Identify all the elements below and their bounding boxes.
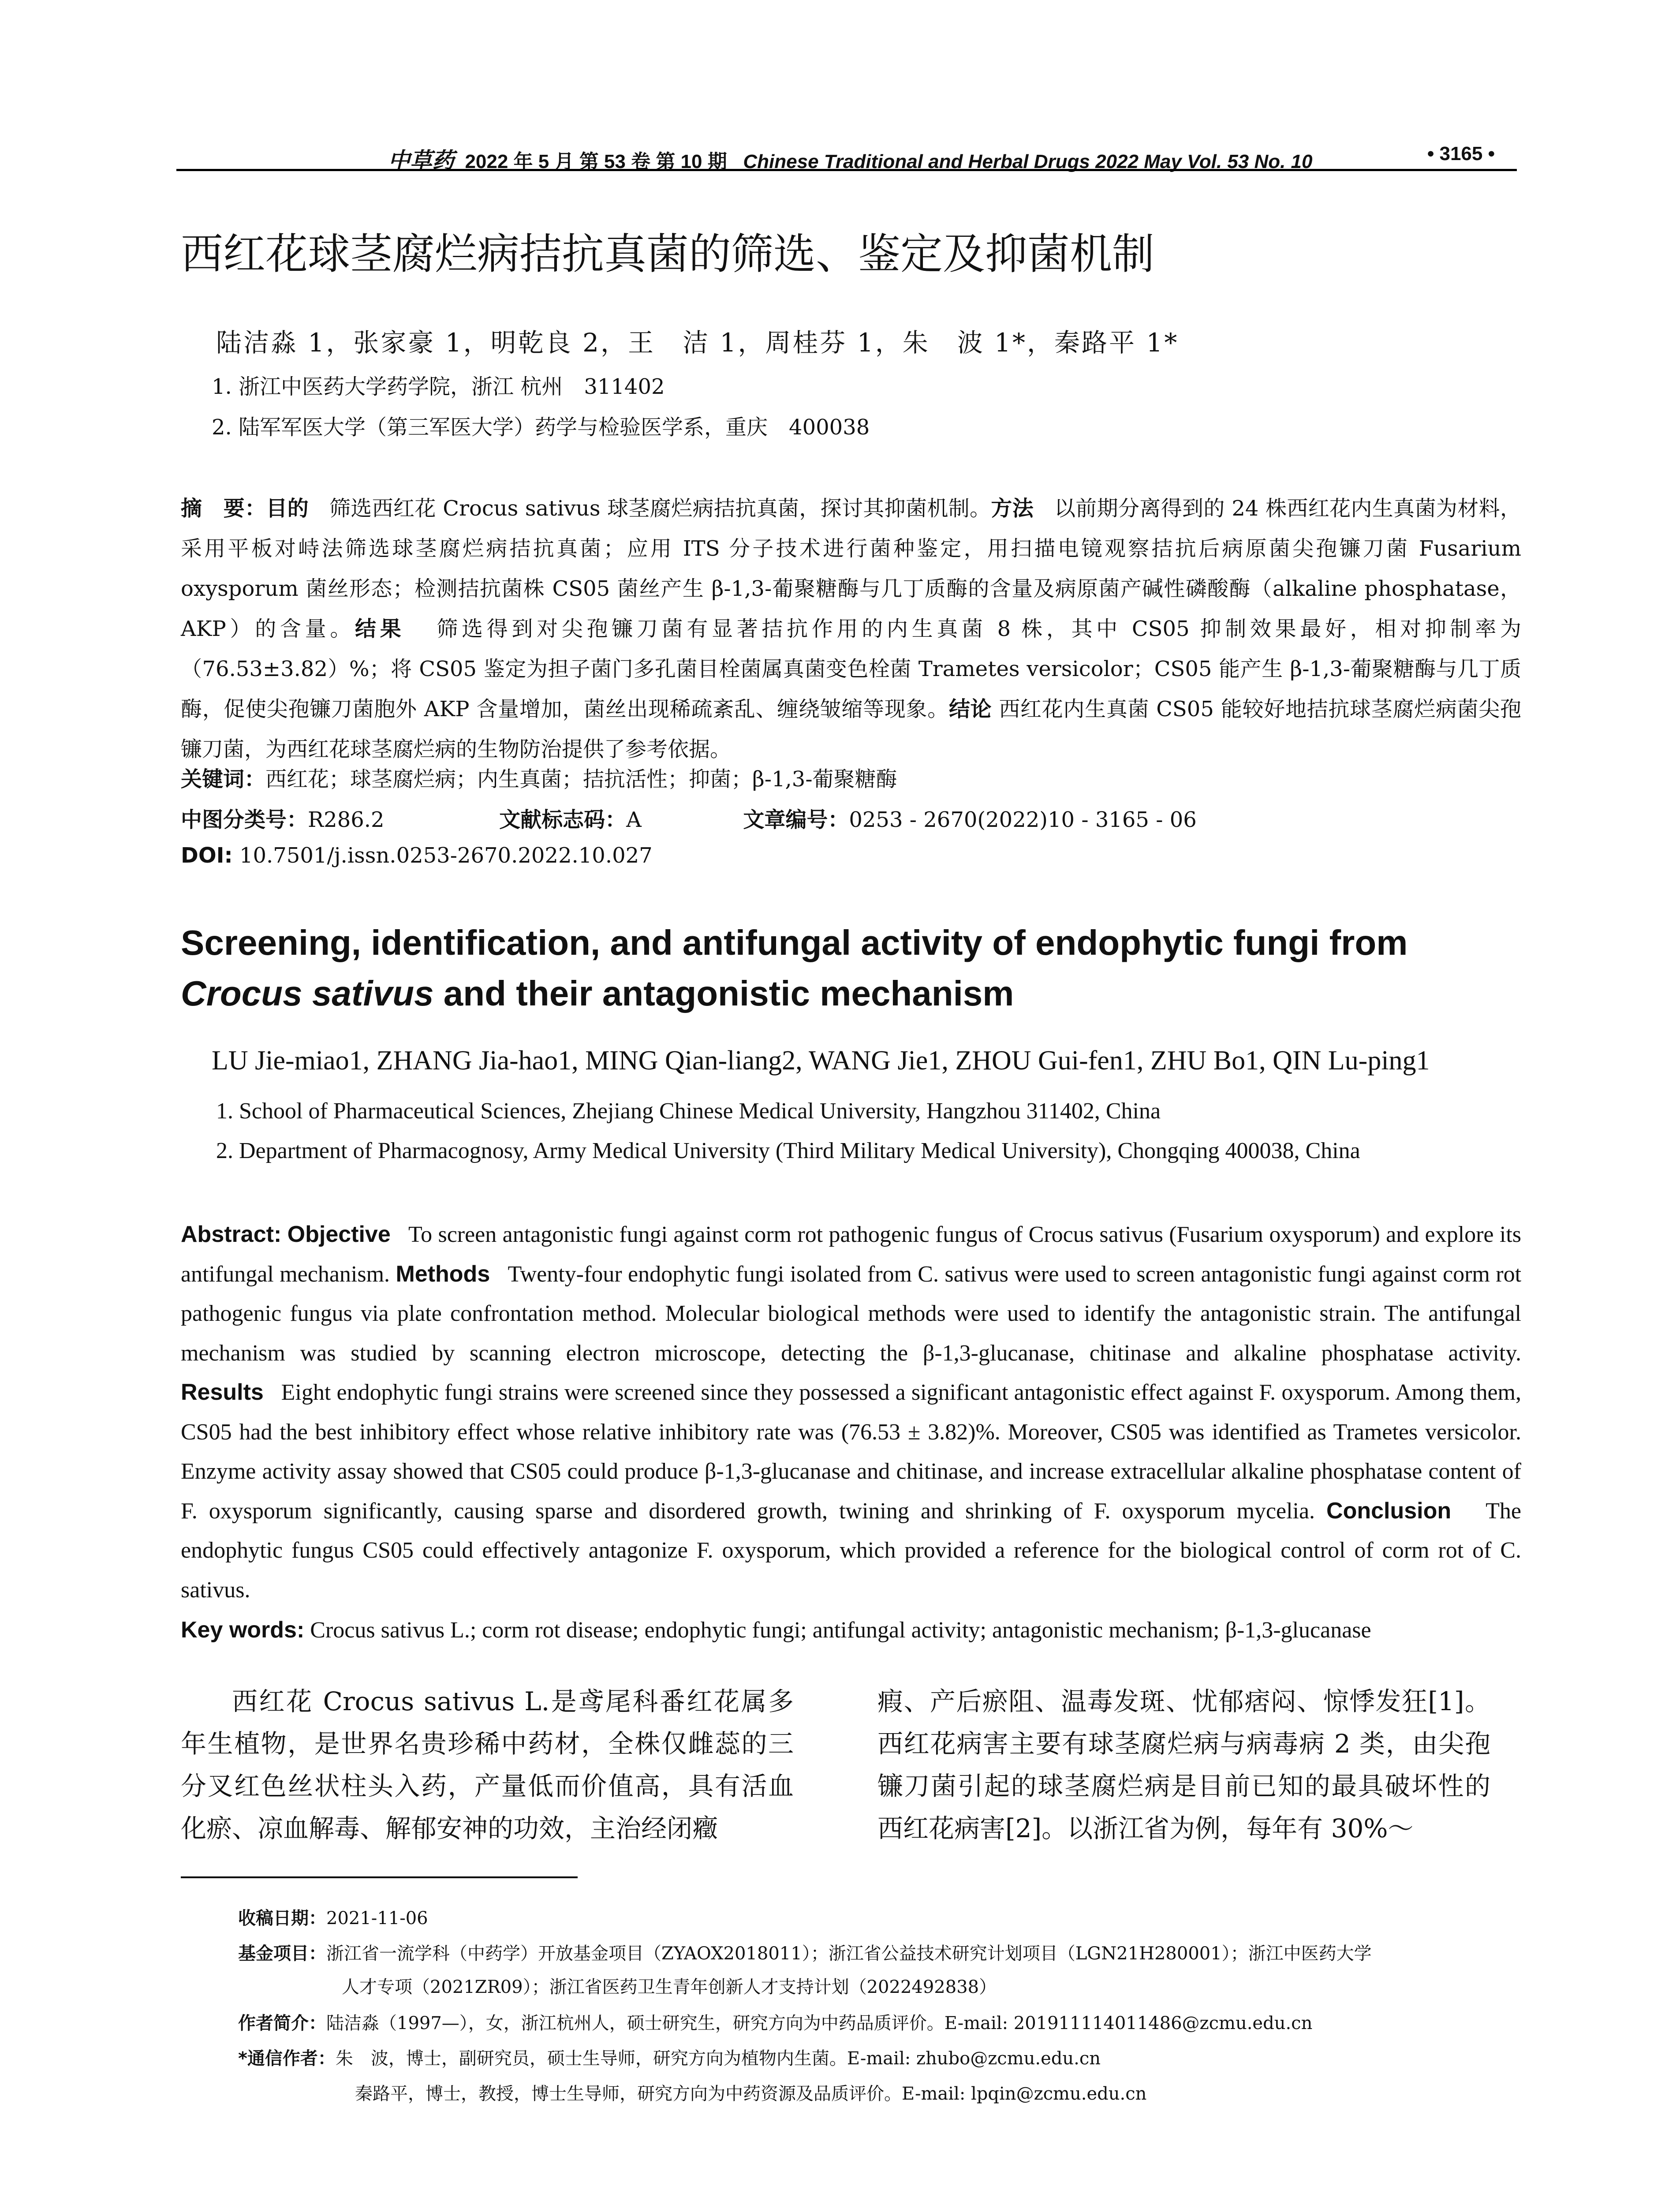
conclusion-cn-label: 结论 <box>948 697 992 721</box>
conclusion-en: The endophytic fungus CS05 could effectively antagonize F. oxysporum, which provided a reference for the biological control of corm rot of C. sativus. <box>181 1498 1521 1603</box>
methods-en-label: Methods <box>396 1261 490 1287</box>
authors-en: LU Jie-miao1, ZHANG Jia-hao1, MING Qian-liang2, WANG Jie1, ZHOU Gui-fen1, ZHU Bo1, QIN Lu-ping1 <box>212 1046 1430 1076</box>
corresponding-text-1: 朱 波，博士，副研究员，硕士生导师，研究方向为植物内生菌。E-mail: zhubo@zcmu.edu.cn <box>335 2048 1101 2069</box>
abstract-cn-label: 摘 要： <box>181 496 266 521</box>
objective-en: To screen antagonistic fungi against corm rot pathogenic fungus of Crocus sativus (Fusarium oxysporum) and explore its antifungal mechanism. <box>181 1222 1521 1287</box>
results-en-label: Results <box>181 1379 264 1405</box>
clc-value: R286.2 <box>308 807 385 832</box>
title-en-part1: Screening, identification, and antifungal activity of endophytic fungi from <box>181 923 1408 962</box>
footnote-received <box>238 1904 428 1929</box>
conclusion-cn: 西红花内生真菌 CS05 能较好地拮抗球茎腐烂病菌尖孢镰刀菌，为西红花球茎腐烂病的生物防治提供了参考依据。 <box>181 697 1521 762</box>
received-label: 收稿日期： <box>238 1908 326 1928</box>
results-cn: 筛选得到对尖孢镰刀菌有显著拮抗作用的内生真菌 8 株，其中 CS05 抑制效果最好，相对抑制率为（76.53±3.82）%；将 CS05 鉴定为担子菌门多孔菌目栓菌属真菌变色栓菌 Trametes versicolor；CS05 能产生 β-1,3-葡聚糖酶与几丁质酶，促使尖孢镰刀菌胞外 AKP 含量增加，菌丝出现稀疏紊乱、缠绕皱缩等现象。 <box>181 617 1521 721</box>
methods-cn: 以前期分离得到的 24 株西红花内生真菌为材料，采用平板对峙法筛选球茎腐烂病拮抗真菌；应用 ITS 分子技术进行菌种鉴定，用扫描电镜观察拮抗后病原菌尖孢镰刀菌 Fusarium oxysporum 菌丝形态；检测拮抗菌株 CS05 菌丝产生 β-1,3-葡聚糖酶与几丁质酶的含量及病原菌产碱性磷酸酶（alkaline phosphatase，AKP）的含量。 <box>181 496 1521 641</box>
abstract-en <box>181 1215 1521 1610</box>
abstract-cn <box>181 489 1521 770</box>
keywords-cn <box>181 762 897 792</box>
doi-line <box>181 843 653 868</box>
doc-code-label: 文献标志码： <box>499 807 627 832</box>
objective-cn: 筛选西红花 Crocus sativus 球茎腐烂病拮抗真菌，探讨其抑菌机制。 <box>329 496 991 521</box>
doi-value: 10.7501/j.issn.0253-2670.2022.10.027 <box>239 843 653 868</box>
keywords-cn-text: 西红花；球茎腐烂病；内生真菌；拮抗活性；抑菌；β-1,3-葡聚糖酶 <box>265 767 897 792</box>
footnote-rule <box>181 1876 578 1878</box>
authors-cn: 陆洁淼 1，张家豪 1，明乾良 2，王 洁 1，周桂芬 1，朱 波 1*，秦路平 1* <box>216 328 1179 358</box>
footnote-author <box>238 2009 1312 2034</box>
objective-en-label: Objective <box>287 1222 391 1247</box>
journal-name-cn: 中草药 <box>388 147 454 173</box>
clc-label: 中图分类号： <box>181 807 308 832</box>
affiliation-cn-1: 1. 浙江中医药大学药学院，浙江 杭州 311402 <box>212 374 665 399</box>
title-en <box>181 917 1526 1019</box>
keywords-en-label: Key words: <box>181 1617 305 1643</box>
methods-en: Twenty-four endophytic fungi isolated from C. sativus were used to screen antagonistic fungi against corm rot pathogenic fungus via plate confrontation method. Molecular biological methods were used to identify the antagonistic strain. The antifungal mechanism was studied by scanning electron microscope, detecting the β-1,3-glucanase, chitinase and alkaline phosphatase activity. <box>181 1261 1522 1366</box>
results-en: Eight endophytic fungi strains were screened since they possessed a significant antagonistic effect against F. oxysporum. Among them, CS05 had the best inhibitory effect whose relative inhibitory rate was (76.53 ± 3.82)%. Moreover, CS05 was identified as Trametes versicolor. Enzyme activity assay showed that CS05 could produce β-1,3-glucanase and chitinase, and increase extracellular alkaline phosphatase content of F. oxysporum significantly, causing sparse and disordered growth, twining and shrinking of F. oxysporum mycelia. <box>181 1380 1522 1524</box>
keywords-en-text: Crocus sativus L.; corm rot disease; endophytic fungi; antifungal activity; antagonistic mechanism; β-1,3-glucanase <box>310 1618 1371 1643</box>
methods-cn-label: 方法 <box>991 496 1034 521</box>
corresponding-label: *通信作者： <box>238 2048 336 2069</box>
fund-label: 基金项目： <box>238 1943 326 1964</box>
running-header <box>176 140 1517 171</box>
footnote-corresponding-2: 秦路平，博士，教授，博士生导师，研究方向为中药资源及品质评价。E-mail: lpqin@zcmu.edu.cn <box>355 2084 1147 2104</box>
footnote-fund-cont: 人才专项（2021ZR09）；浙江省医药卫生青年创新人才支持计划（2022492838） <box>342 1977 997 1997</box>
author-label: 作者简介： <box>238 2013 326 2033</box>
abstract-en-label: Abstract: <box>181 1222 282 1247</box>
affiliation-en-1: 1. School of Pharmaceutical Sciences, Zhejiang Chinese Medical University, Hangzhou 311402, China <box>216 1099 1161 1124</box>
journal-name-en: Chinese Traditional and Herbal Drugs 2022 May Vol. 53 No. 10 <box>743 151 1313 172</box>
page-number: • 3165 • <box>1427 143 1495 164</box>
doi-label: DOI: <box>181 843 233 868</box>
footnote-fund <box>238 1940 1372 1965</box>
title-en-part2: and their antagonistic mechanism <box>433 974 1014 1013</box>
keywords-en <box>181 1611 1521 1650</box>
header-rule <box>176 169 1517 171</box>
fund-text-1: 浙江省一流学科（中药学）开放基金项目（ZYAOX2018011）；浙江省公益技术研究计划项目（LGN21H280001）；浙江中医药大学 <box>326 1943 1372 1964</box>
classification-line <box>181 803 1197 833</box>
keywords-cn-label: 关键词： <box>181 767 266 792</box>
conclusion-en-label: Conclusion <box>1326 1498 1452 1524</box>
received-date: 2021-11-06 <box>326 1908 428 1928</box>
affiliation-en-2: 2. Department of Pharmacognosy, Army Medical University (Third Military Medical University), Chongqing 400038, China <box>216 1138 1360 1163</box>
article-number-value: 0253 - 2670(2022)10 - 3165 - 06 <box>849 807 1197 832</box>
author-text: 陆洁淼（1997—），女，浙江杭州人，硕士研究生，研究方向为中药品质评价。E-mail: 201911114011486@zcmu.edu.cn <box>326 2013 1313 2033</box>
results-cn-label: 结果 <box>355 617 405 641</box>
objective-cn-label: 目的 <box>266 496 309 521</box>
article-number-label: 文章编号： <box>743 807 849 832</box>
title-cn: 西红花球茎腐烂病拮抗真菌的筛选、鉴定及抑菌机制 <box>181 229 1154 279</box>
issue-cn: 2022 年 5 月 第 53 卷 第 10 期 <box>465 151 727 172</box>
body-column-left: 西红花 Crocus sativus L.是鸢尾科番红花属多年生植物，是世界名贵珍稀中药材，全株仅雌蕊的三分叉红色丝状柱头入药，产量低而价值高，具有活血化瘀、凉血解毒、解郁安神的功效，主治经闭癥 <box>181 1686 794 1843</box>
title-en-species: Crocus sativus <box>181 974 434 1013</box>
body-column-right: 瘕、产后瘀阻、温毒发斑、忧郁痞闷、惊悸发狂[1]。西红花病害主要有球茎腐烂病与病毒病 2 类，由尖孢镰刀菌引起的球茎腐烂病是目前已知的最具破坏性的西红花病害[2]。以浙江省为例，每年有 30%～ <box>877 1686 1490 1843</box>
affiliation-cn-2: 2. 陆军军医大学（第三军医大学）药学与检验医学系，重庆 400038 <box>212 415 870 440</box>
doc-code-value: A <box>626 807 642 832</box>
footnote-corresponding <box>238 2044 1101 2070</box>
